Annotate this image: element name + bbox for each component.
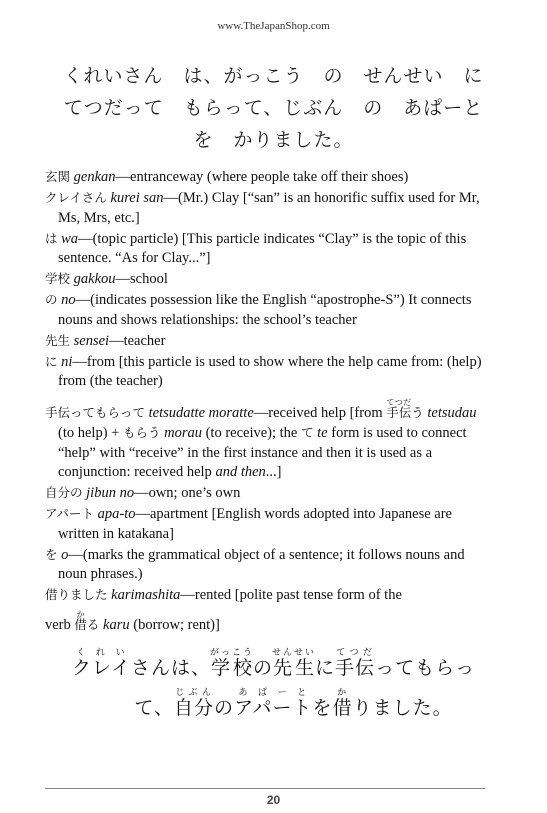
sentence-ruby-segment: アパートあぱーと — [234, 688, 313, 719]
sentence-segment: さんは、 — [130, 657, 211, 679]
sentence-segment: りました。 — [352, 697, 453, 719]
sentence-line-2 — [40, 688, 507, 728]
glossary-romaji: karimashita — [111, 587, 181, 603]
glossary-definition: —(indicates possession like the English “apostrophe-S”) It connects nouns and shows relationships: the school’s teacher — [58, 292, 472, 328]
glossary-definition: —teacher — [109, 332, 166, 349]
glossary-definition: —received help [from — [253, 404, 383, 421]
kana-tail: る — [86, 616, 100, 632]
glossary-definition: —rented [polite past tense form of the — [180, 587, 402, 603]
sentence-segment: を — [312, 697, 333, 719]
ruby-karu: 借か — [74, 609, 87, 632]
example-sentence — [40, 648, 507, 728]
glossary-romaji: ni — [61, 353, 73, 370]
glossary-entry — [45, 188, 495, 228]
glossary-term: は — [45, 230, 58, 246]
glossary-definition: —school — [115, 271, 168, 287]
glossary-term: を — [45, 546, 58, 562]
glossary-entry — [45, 585, 495, 606]
glossary-entry — [45, 229, 495, 269]
sentence-segment: て、 — [134, 697, 175, 719]
glossary-definition: (borrow; rent)] — [129, 616, 220, 633]
sentence-segment: に — [315, 657, 336, 679]
glossary-romaji: morau — [164, 425, 202, 441]
glossary-definition: —(topic particle) [This particle indicates “Clay” is the topic of this sentence. “As for Clay...”] — [58, 230, 467, 266]
glossary-term: アパート — [45, 506, 95, 521]
glossary-definition: —(marks the grammatical object of a sentence; it follows nouns and noun phrases.) — [58, 546, 465, 582]
sentence-line-1 — [40, 648, 507, 688]
footer-divider — [45, 788, 485, 789]
glossary-romaji: kurei san — [110, 190, 164, 206]
glossary-text: ...] — [265, 464, 282, 480]
glossary-text: (to receive); the — [201, 425, 301, 441]
sentence-segment: の — [253, 657, 274, 679]
glossary-romaji: tetsudatte moratte — [148, 404, 254, 421]
sentence-segment: の — [214, 697, 235, 719]
sentence-ruby-segment: 先生せんせい — [272, 648, 317, 679]
sentence-ruby-segment: 学校がっこう — [209, 648, 254, 679]
glossary-entry — [45, 504, 495, 544]
glossary-entry — [45, 610, 495, 636]
glossary-definition: —own; one’s own — [134, 485, 241, 501]
glossary-term: 借りました — [45, 587, 108, 602]
sentence-ruby-segment: 借か — [332, 688, 353, 719]
title-line: てつだって もらって、じぶん の あぱーと — [63, 97, 484, 119]
glossary-definition: —entranceway (where people take off their shoes) — [115, 169, 409, 185]
glossary-text: (to help) + — [58, 425, 123, 441]
glossary-romaji: o — [61, 546, 69, 563]
glossary-romaji: te — [317, 425, 328, 441]
title-line: くれいさん は、がっこう の せんせい に — [63, 65, 484, 87]
glossary-romaji: apa-to — [97, 506, 136, 522]
glossary-term: 先生 — [45, 332, 71, 348]
glossary-romaji: gakkou — [73, 271, 116, 287]
glossary-term: の — [45, 292, 58, 307]
glossary-entry — [45, 331, 495, 352]
glossary-entry — [45, 352, 495, 392]
sentence-ruby-segment: クレイくれい — [71, 648, 131, 679]
glossary-term: 自分の — [45, 485, 83, 500]
glossary-romaji: karu — [103, 616, 130, 633]
glossary-term: もらう — [122, 425, 161, 440]
sentence-ruby-segment: 手伝てつだ — [335, 648, 376, 679]
title-kana — [40, 60, 507, 156]
title-line: を かりました。 — [193, 129, 354, 151]
glossary-romaji: jibun no — [86, 485, 135, 501]
vocabulary-glossary — [45, 167, 495, 636]
glossary-term: て — [301, 425, 314, 440]
glossary-term: クレイさん — [45, 190, 107, 205]
site-url: www.TheJapanShop.com — [217, 20, 330, 32]
ruby-tetsudau: 手伝てつだ — [386, 397, 412, 420]
glossary-romaji: no — [61, 292, 76, 308]
sentence-ruby-segment: 自分じぶん — [174, 688, 215, 719]
glossary-definition: —(Mr.) Clay [“san” is an honorific suffix used for Mr, Ms, Mrs, etc.] — [58, 190, 480, 226]
glossary-text: form is used to connect “help” with “receive” in the first instance and then it is used as a conjunction: received help — [58, 425, 467, 480]
glossary-entry — [45, 290, 495, 330]
glossary-definition: —apartment [English words adopted into Japanese are written in katakana] — [58, 506, 452, 542]
glossary-term: に — [45, 353, 58, 369]
glossary-term: 学校 — [45, 271, 71, 286]
glossary-text: verb — [45, 616, 71, 633]
kana-tail: う — [411, 404, 424, 420]
glossary-term: 玄関 — [45, 169, 71, 184]
glossary-romaji: and then — [215, 464, 266, 480]
glossary-romaji: tetsudau — [427, 404, 477, 421]
glossary-entry — [45, 545, 495, 585]
glossary-entry — [45, 483, 495, 504]
page-number: 20 — [266, 793, 281, 807]
glossary-entry — [45, 398, 495, 483]
glossary-term: 手伝ってもらって — [45, 404, 146, 420]
glossary-definition: —from [this particle is used to show where the help came from: (help) from (the teacher) — [58, 353, 482, 389]
glossary-entry — [45, 167, 495, 188]
glossary-romaji: sensei — [73, 332, 110, 349]
glossary-romaji: wa — [61, 230, 79, 247]
glossary-entry — [45, 269, 495, 290]
sentence-segment: ってもらっ — [375, 657, 476, 679]
glossary-romaji: genkan — [73, 169, 116, 185]
